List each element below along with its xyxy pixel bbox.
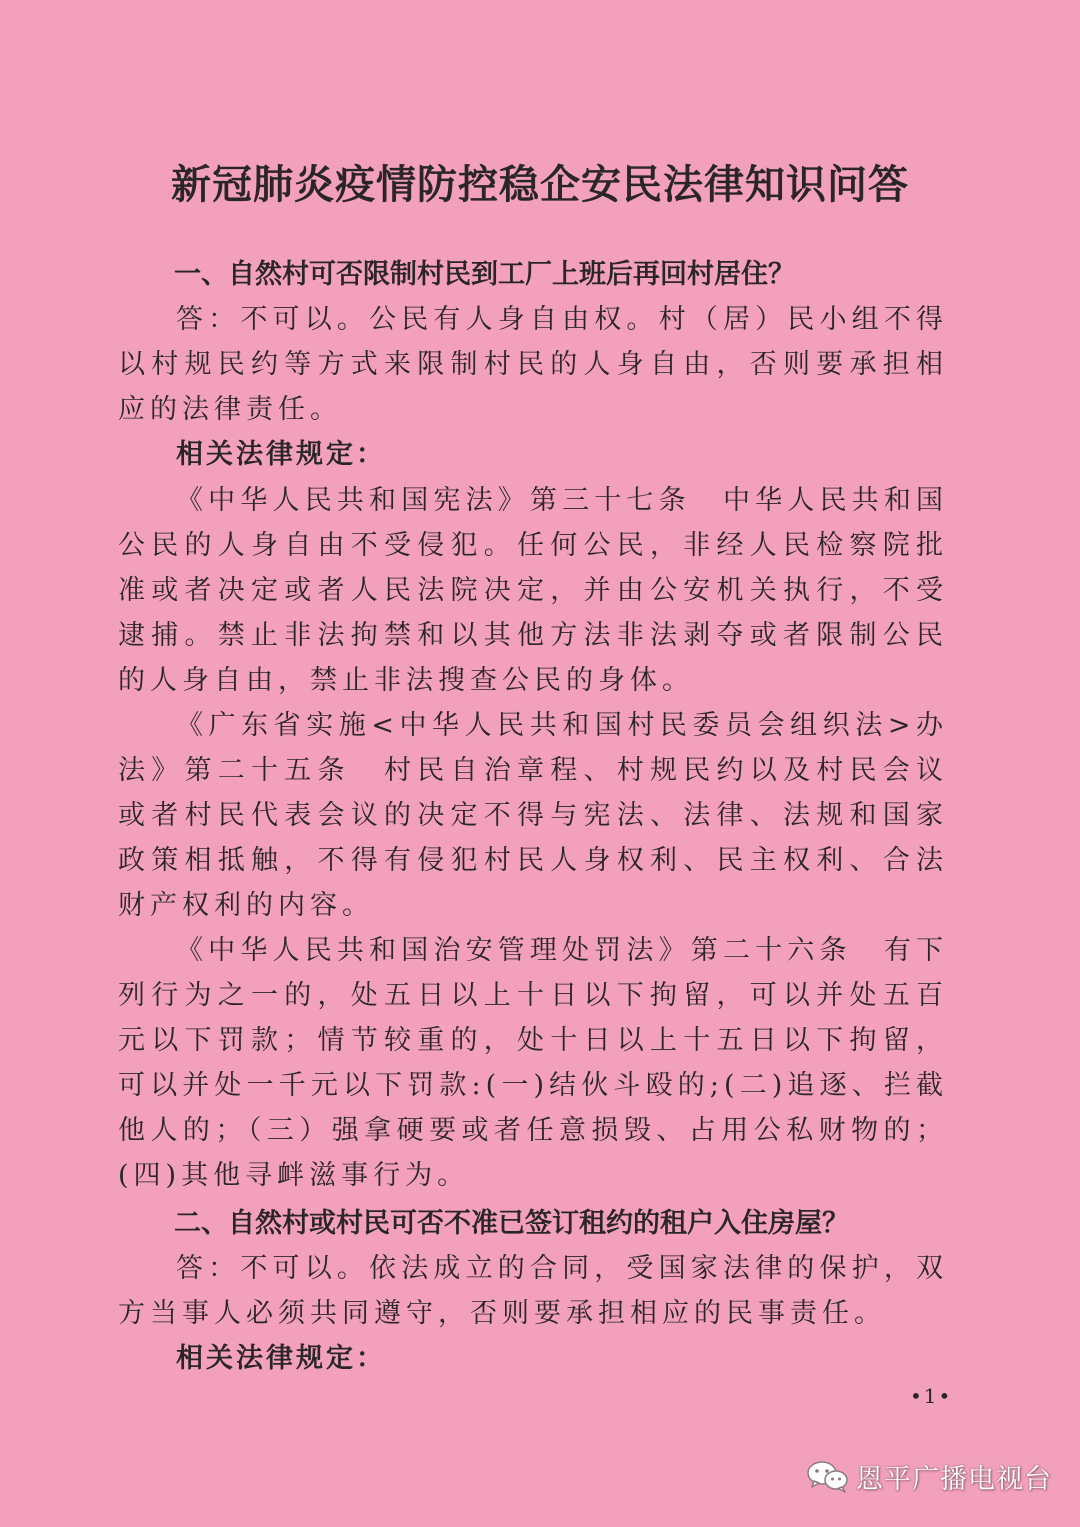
law-label: 相关法律规定： xyxy=(176,439,386,470)
section-heading: 二、自然村或村民可否不准已签订租约的租户入住房屋？ xyxy=(174,1208,849,1239)
answer-paragraph: 答：不可以。公民有人身自由权。村（居）民小组不得以村规民约等方式来限制村民的人身自由，否则要承担相应的法律责任。 xyxy=(118,304,948,425)
section-1 xyxy=(118,253,948,1198)
law-paragraph: 《中华人民共和国宪法》第三十七条 中华人民共和国公民的人身自由不受侵犯。任何公民，非经人民检察院批准或者决定或者人民法院决定，并由公安机关执行，不受逮捕。禁止非法拘禁和以其他方法非法剥夺或者限制公民的人身自由，禁止非法搜查公民的身体。 xyxy=(118,485,948,696)
law-paragraph: 《广东省实施<中华人民共和国村民委员会组织法>办法》第二十五条 村民自治章程、村规民约以及村民会议或者村民代表会议的决定不得与宪法、法律、法规和国家政策相抵触，不得有侵犯村民人身权利、民主权利、合法财产权利的内容。 xyxy=(118,710,948,921)
law-label: 相关法律规定： xyxy=(176,1343,386,1374)
section-2 xyxy=(118,1202,948,1382)
law-paragraph: 《中华人民共和国治安管理处罚法》第二十六条 有下列行为之一的，处五日以上十日以下拘留，可以并处五百元以下罚款；情节较重的，处十日以上十五日以下拘留，可以并处一千元以下罚款:(一)结伙斗殴的;(二)追逐、拦截他人的；（三）强拿硬要或者任意损毁、占用公私财物的；(四)其他寻衅滋事行为。 xyxy=(118,935,948,1191)
document-body xyxy=(118,253,948,1382)
watermark-text: 恩平广播电视台 xyxy=(856,1463,1052,1495)
document-title: 新冠肺炎疫情防控稳企安民法律知识问答 xyxy=(171,161,909,208)
section-heading: 一、自然村可否限制村民到工厂上班后再回村居住？ xyxy=(174,259,795,290)
watermark xyxy=(806,1454,1052,1498)
page-number: •1• xyxy=(910,1384,953,1408)
wechat-icon xyxy=(806,1459,850,1493)
answer-paragraph: 答：不可以。依法成立的合同，受国家法律的保护，双方当事人必须共同遵守，否则要承担相应的民事责任。 xyxy=(118,1253,948,1329)
